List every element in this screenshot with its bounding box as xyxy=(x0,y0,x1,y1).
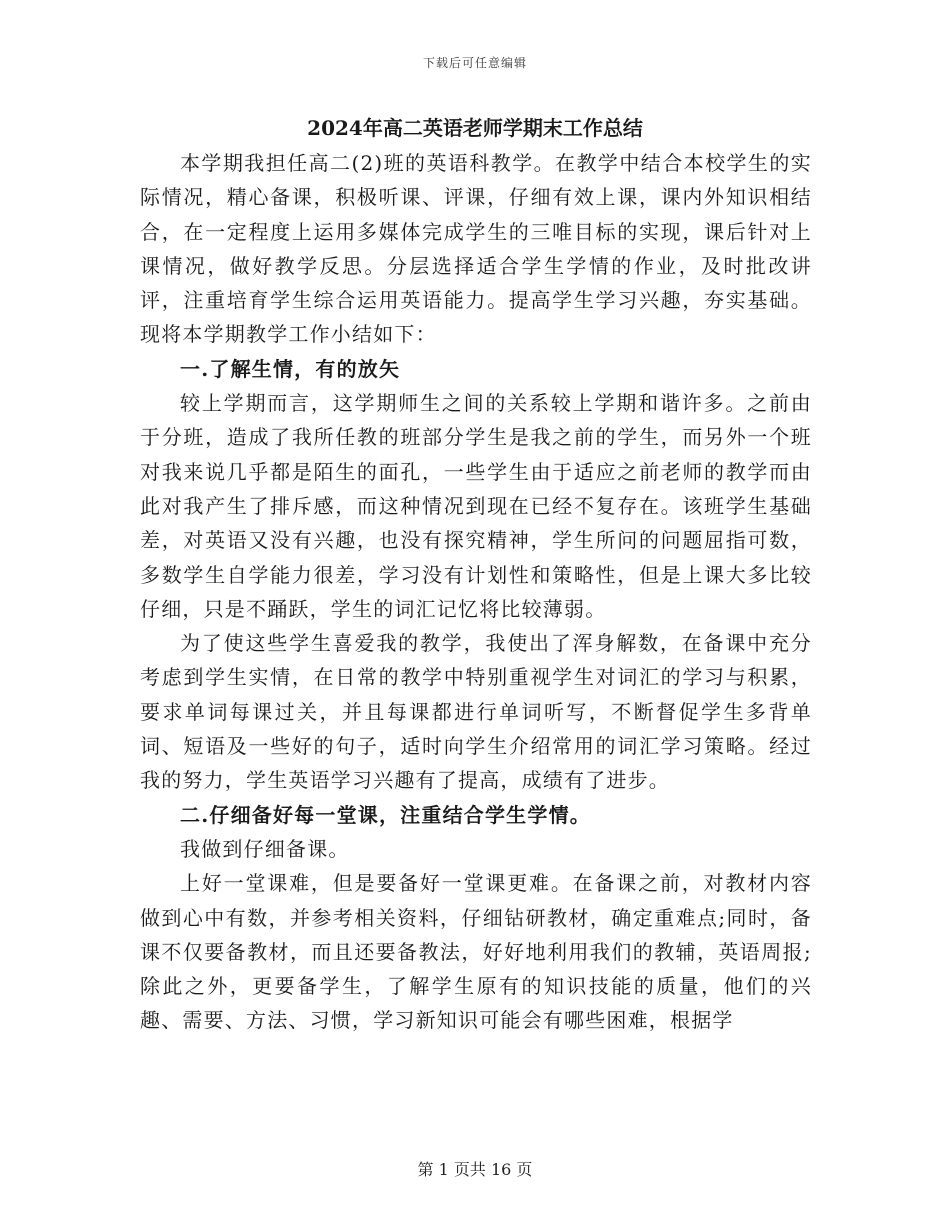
section-heading-2: 二.仔细备好每一堂课，注重结合学生学情。 xyxy=(180,802,591,827)
paragraph-section-1-b: 为了使这些学生喜爱我的教学，我使出了浑身解数，在备课中充分考虑到学生实情，在日常的教学中特别重视学生对词汇的学习与积累，要求单词每课过关，并且每课都进行单词听写，不断督促学生多背单词、短语及一些好的句子，适时向学生介绍常用的词汇学习策略。经过我的努力，学生英语学习兴趣有了提高，成绩有了进步。 xyxy=(140,631,812,793)
document-title: 2024年高二英语老师学期末工作总结 xyxy=(307,116,643,140)
document-body xyxy=(140,146,812,1038)
header-note: 下载后可任意编辑 xyxy=(422,56,527,70)
paragraph-intro: 本学期我担任高二(2)班的英语科教学。在教学中结合本校学生的实际情况，精心备课，积极听课、评课，仔细有效上课，课内外知识相结合，在一定程度上运用多媒体完成学生的三唯目标的实现，课后针对上课情况，做好教学反思。分层选择适合学生学情的作业，及时批改讲评，注重培育学生综合运用英语能力。提高学生学习兴趣，夯实基础。现将本学期教学工作小结如下： xyxy=(140,151,812,347)
paragraph-section-2-b: 上好一堂课难，但是要备好一堂课更难。在备课之前，对教材内容做到心中有数，并参考相关资料，仔细钻研教材，确定重难点;同时，备课不仅要备教材，而且还要备教法，好好地利用我们的教辅，英语周报;除此之外，更要备学生，了解学生原有的知识技能的质量，他们的兴趣、需要、方法、习惯，学习新知识可能会有哪些困难，根据学 xyxy=(140,871,812,1033)
section-heading-1: 一.了解生情，有的放矢 xyxy=(180,356,401,381)
paragraph-section-1-a: 较上学期而言，这学期师生之间的关系较上学期和谐许多。之前由于分班，造成了我所任教的班部分学生是我之前的学生，而另外一个班对我来说几乎都是陌生的面孔，一些学生由于适应之前老师的教学而由此对我产生了排斥感，而这种情况到现在已经不复存在。该班学生基础差，对英语又没有兴趣，也没有探究精神，学生所问的问题屈指可数，多数学生自学能力很差，学习没有计划性和策略性，但是上课大多比较仔细，只是不踊跃，学生的词汇记忆将比较薄弱。 xyxy=(140,391,812,621)
paragraph-section-2-a: 我做到仔细备课。 xyxy=(180,836,350,861)
page-number: 第 1 页共 16 页 xyxy=(417,1160,533,1179)
